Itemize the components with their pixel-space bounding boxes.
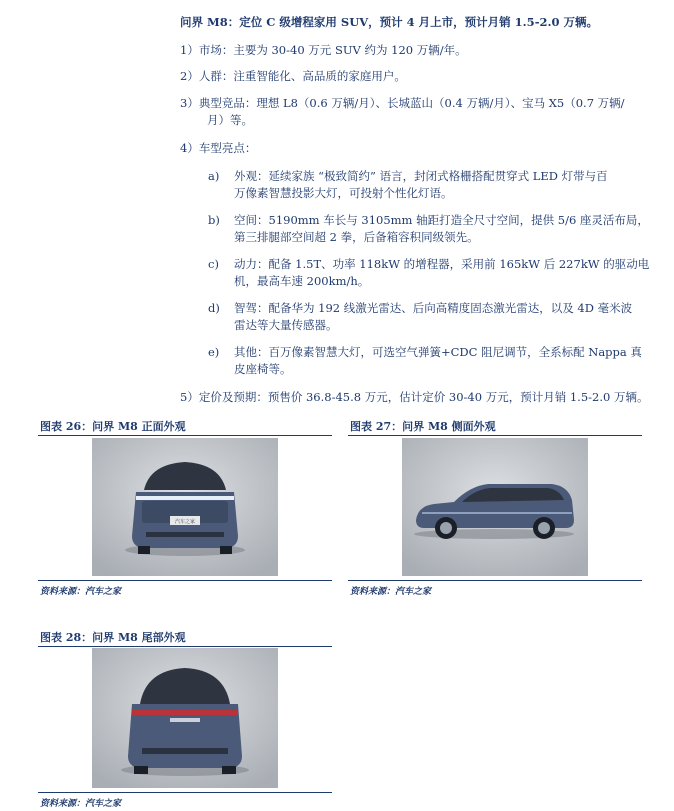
figure-28-source: 资料来源：汽车之家 xyxy=(40,799,122,809)
item-3-cont xyxy=(207,112,253,128)
figure-28-photo-rear-view xyxy=(92,648,278,788)
highlight-letter: d) xyxy=(208,301,220,315)
figure-26-photo-front-view xyxy=(92,438,278,576)
highlight-d xyxy=(208,300,220,316)
figure-28-bottom-rule xyxy=(38,792,332,793)
item-number: 4） xyxy=(180,141,199,155)
item-3 xyxy=(180,95,625,111)
item-number: 5） xyxy=(180,390,199,404)
figure-27-source: 资料来源：汽车之家 xyxy=(350,587,432,597)
highlight-letter: a) xyxy=(208,169,220,183)
figure-26-source: 资料来源：汽车之家 xyxy=(40,587,122,597)
highlight-c-line1: 动力：配备 1.5T、功率 118kW 的增程器，采用前 165kW 后 227kW 的驱动电 xyxy=(234,257,650,271)
highlight-c xyxy=(208,256,219,272)
highlight-letter: c) xyxy=(208,257,219,271)
highlight-b-line1: 空间：5190mm 车长与 3105mm 轴距打造全尺寸空间，提供 5/6 座灵活布局， xyxy=(234,213,649,227)
item-text: 市场：主要为 30-40 万元 SUV 约为 120 万辆/年。 xyxy=(198,43,467,57)
item-2 xyxy=(180,68,406,84)
highlight-e-line2: 皮座椅等。 xyxy=(234,362,292,376)
item-text: 定价及预期：预售价 36.8-45.8 万元，估计定价 30-40 万元，预计月销 1.5-2.0 万辆。 xyxy=(198,390,649,404)
figure-27-photo-side-view xyxy=(402,438,588,576)
figure-26-top-rule xyxy=(38,435,332,436)
figure-28-top-rule xyxy=(38,646,332,647)
item-text: 典型竞品：理想 L8（0.6 万辆/月）、长城蓝山（0.4 万辆/月）、宝马 X5（0.7 万辆/ xyxy=(198,96,625,110)
figure-27-bottom-rule xyxy=(348,580,642,581)
figure-26-title: 图表 26：问界 M8 正面外观 xyxy=(40,420,186,433)
highlight-b xyxy=(208,212,220,228)
item-text: 月）等。 xyxy=(207,113,253,127)
highlight-letter: e) xyxy=(208,345,220,359)
highlight-e xyxy=(208,344,219,360)
highlight-a-line2: 万像素智慧投影大灯，可投射个性化灯语。 xyxy=(234,186,453,200)
item-number: 1） xyxy=(180,43,199,57)
figure-27-top-rule xyxy=(348,435,642,436)
item-number: 2） xyxy=(180,69,199,83)
highlight-d-line2: 雷达等大量传感器。 xyxy=(234,318,338,332)
intro-line xyxy=(180,14,598,30)
highlight-letter: b) xyxy=(208,213,220,227)
item-5 xyxy=(180,389,648,405)
highlight-e-line1: 其他：百万像素智慧大灯，可选空气弹簧+CDC 阻尼调节，全系标配 Nappa 真 xyxy=(234,345,642,359)
plate-watermark: 汽车之家 xyxy=(174,519,196,525)
highlight-d-line1: 智驾：配备华为 192 线激光雷达、后向高精度固态激光雷达，以及 4D 毫米波 xyxy=(234,301,633,315)
figure-26-bottom-rule xyxy=(38,580,332,581)
figure-28-title: 图表 28：问界 M8 尾部外观 xyxy=(40,631,186,644)
intro-heading: 问界 M8： xyxy=(180,15,240,29)
intro-text: 定位 C 级增程家用 SUV，预计 4 月上市，预计月销 1.5-2.0 万辆。 xyxy=(239,15,598,29)
highlight-a xyxy=(208,168,219,184)
highlight-c-line2: 机，最高车速 200km/h。 xyxy=(234,274,370,288)
item-4 xyxy=(180,140,256,156)
item-text: 车型亮点： xyxy=(198,141,257,155)
highlight-a-line1: 外观：延续家族 “极致简约” 语言，封闭式格栅搭配贯穿式 LED 灯带与百 xyxy=(234,169,608,183)
figure-27-title: 图表 27：问界 M8 侧面外观 xyxy=(350,420,496,433)
item-1 xyxy=(180,42,467,58)
highlight-b-line2: 第三排腿部空间超 2 拳，后备箱容积同级领先。 xyxy=(234,230,479,244)
item-number: 3） xyxy=(180,96,199,110)
item-text: 人群：注重智能化、高品质的家庭用户。 xyxy=(198,69,406,83)
